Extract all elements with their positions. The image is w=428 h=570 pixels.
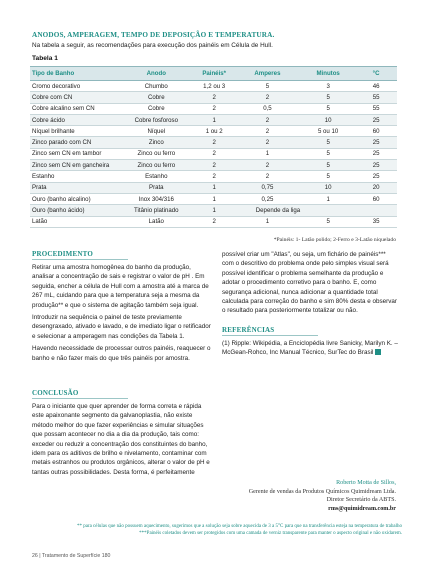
table-cell: Zinco sem CN em gancheira <box>30 160 118 171</box>
column-header: Tipo de Banho <box>30 67 118 81</box>
table-row <box>30 171 397 182</box>
table-cell: 2 <box>195 137 234 148</box>
table-cell: 1 <box>234 216 301 227</box>
table-cell: 1 <box>195 205 234 216</box>
conclusao-heading: CONCLUSÃO <box>32 389 128 399</box>
table-cell: Prata <box>118 182 195 193</box>
table-cell: Zinco parado com CN <box>30 137 118 148</box>
paragraph: Introduzir na sequência o painel de teste previamente desengraxado, ativado e lavado, e de imediato ligar o retificador e selecionar a amperagem nas condições da Tabela 1. <box>32 314 211 340</box>
table-cell: 2 <box>234 171 301 182</box>
table-cell: 1 <box>195 193 234 204</box>
paragraph: Retirar uma amostra homogênea do banho da produção, analisar a concentração de sais e registrar o valor de pH . Em seguida, encher a célula de Hull com a amostra até a marca de 267 mL, cuidando para que a temperatura seja a mesma da produção** e que o sistema de agitação também seja igual. <box>32 264 209 309</box>
table-cell: 35 <box>355 216 397 227</box>
table-cell: 10 <box>301 114 355 125</box>
table-cell: 60 <box>355 126 397 137</box>
table-cell: 5 <box>301 171 355 182</box>
table-cell: Cobre <box>118 103 195 114</box>
table-cell: Cobre fosforoso <box>118 114 195 125</box>
table-cell: Inox 304/316 <box>118 193 195 204</box>
table-row <box>30 81 397 92</box>
column-header: Painéis* <box>195 67 234 81</box>
column-header: °C <box>355 67 397 81</box>
table-cell: 10 <box>301 182 355 193</box>
table-row <box>30 216 397 227</box>
table-cell: 1 <box>195 114 234 125</box>
column-header: Anodo <box>118 67 195 81</box>
table-cell: 55 <box>355 92 397 103</box>
table-title: Tabela 1 <box>32 55 58 62</box>
table-cell: 3 <box>301 81 355 92</box>
bath-parameters-table <box>30 66 397 228</box>
table-cell: 20 <box>355 182 397 193</box>
table-row <box>30 205 397 216</box>
footnotes <box>32 524 402 537</box>
table-cell: 25 <box>355 137 397 148</box>
table-cell: 25 <box>355 160 397 171</box>
table-cell: 1 <box>234 148 301 159</box>
table-cell: 5 <box>301 148 355 159</box>
table-cell: 0,75 <box>234 182 301 193</box>
table-cell: 0,25 <box>234 193 301 204</box>
table-cell: 55 <box>355 103 397 114</box>
table-cell: 0,5 <box>234 103 301 114</box>
table-cell: Latão <box>118 216 195 227</box>
table-row <box>30 182 397 193</box>
table-cell: Cobre ácido <box>30 114 118 125</box>
procedimento-section <box>32 250 212 363</box>
intro-text: Na tabela a seguir, as recomendações para execução dos painéis em Célula de Hull. <box>32 42 273 49</box>
author-name: Roberto Motta de Sillos, <box>336 480 396 486</box>
footnote: ***Painéis coletados devem ser protegidos com uma camada de verniz transparente para manter o aspecto original e não oxidarem. <box>139 530 402 536</box>
table-cell: 5 <box>301 137 355 148</box>
table-cell: 5 <box>301 92 355 103</box>
table-cell: 2 <box>234 92 301 103</box>
table-body <box>30 81 397 228</box>
table-cell: 60 <box>355 193 397 204</box>
table-footnote: *Painéis: 1- Latão polido; 2-Ferro e 3-Latão niquelado <box>273 237 396 243</box>
table-cell: Latão <box>30 216 118 227</box>
table-cell: 1,2 ou 3 <box>195 81 234 92</box>
table-cell: 5 <box>301 216 355 227</box>
table-cell: Prata <box>30 182 118 193</box>
table-cell: 2 <box>195 148 234 159</box>
table-cell: Zinco sem CN em tambor <box>30 148 118 159</box>
conclusao-section <box>32 389 212 477</box>
table-cell: Cobre alcalino sem CN <box>30 103 118 114</box>
paragraph: possível criar um "Atlas", ou seja, um fichário de painéis*** com o descritivo do problema onde pelo simples visual será possível identificar o problema semelhante da produção e adotar o procedimento corretivo para o banho. E, como segurança adicional, nunca adicionar a quantidade total calculada para correção do banho e sim 80% desta e observar o resultado para posteriormente totalizar ou não. <box>222 251 398 315</box>
table-cell: 2 <box>195 103 234 114</box>
table-cell: Estanho <box>30 171 118 182</box>
reference-item: (1) Ripple: Wikipédia, a Enciclopédia livre Sanicky, Marilyn K. – McGean-Rohco, Inc Manual Técnico, SurTec do Brasil <box>222 339 398 357</box>
referencias-heading: REFERÊNCIAS <box>222 326 318 336</box>
table-cell: Titânio platinado <box>118 205 195 216</box>
table-cell: 5 ou 10 <box>301 126 355 137</box>
table-cell: Níquel brilhante <box>30 126 118 137</box>
table-cell: Cobre com CN <box>30 92 118 103</box>
table-row <box>30 126 397 137</box>
section-heading: ANODOS, AMPERAGEM, TEMPO DE DEPOSIÇÃO E TEMPERATURA. <box>32 31 275 39</box>
table-cell: 1 ou 2 <box>195 126 234 137</box>
table-cell: Zinco ou ferro <box>118 160 195 171</box>
table-row <box>30 137 397 148</box>
author-role: Gerente de vendas da Produtos Químicos Quimidream Ltda. <box>248 488 396 495</box>
table-cell: Cobre <box>118 92 195 103</box>
table-cell: 2 <box>195 92 234 103</box>
table-cell: Ouro (banho alcalino) <box>30 193 118 204</box>
column-header: Minutos <box>301 67 355 81</box>
footnote: ** para células que não possuem aquecimento, sugerimos que a solução seja sobre aquecida de 3 a 5°C para que na transferência esteja na temperatura de trabalho <box>76 524 402 529</box>
table-cell: 5 <box>301 103 355 114</box>
table-header-row <box>30 67 397 81</box>
paragraph: Havendo necessidade de processar outros painéis, reaquecer o banho e não fazer mais do que três painéis por amostra. <box>32 345 211 362</box>
table-row <box>30 114 397 125</box>
table-cell: Estanho <box>118 171 195 182</box>
table-cell: 1 <box>301 193 355 204</box>
table-cell: 25 <box>355 148 397 159</box>
table-cell: 2 <box>234 137 301 148</box>
page-footer: 26 | Tratamento de Superfície 180 <box>32 553 111 559</box>
table-cell: Zinco <box>118 137 195 148</box>
table-cell: 2 <box>195 160 234 171</box>
author-role: Diretor Secretário da ABTS. <box>326 497 396 504</box>
paragraph: Para o iniciante que quer aprender de forma correta e rápida este apaixonante segmento da galvanoplastia, não existe método melhor do que fazer experiências e simular situações que possam acontecer no dia a dia da produção, tais como: exceder ou reduzir a concentração dos constituintes do banho, idem para os aditivos de brilho e nivelamento, contaminar com metais estranhos ou produtos orgânicos, alterar o valor de pH e tantas outras possibilidades. Desta forma, é perfeitamente <box>32 403 210 476</box>
table-cell: Zinco ou ferro <box>118 148 195 159</box>
table-cell: 1 <box>195 182 234 193</box>
table-cell: Ouro (banho ácido) <box>30 205 118 216</box>
table-cell: 5 <box>234 81 301 92</box>
table-cell: Chumbo <box>118 81 195 92</box>
table-cell: 2 <box>234 114 301 125</box>
table-cell: 46 <box>355 81 397 92</box>
table-cell: 25 <box>355 171 397 182</box>
table-cell: Níquel <box>118 126 195 137</box>
table-row <box>30 148 397 159</box>
author-email: rms@quimidream.com.br <box>328 505 396 512</box>
procedimento-heading: PROCEDIMENTO <box>32 250 128 260</box>
right-column <box>222 250 398 358</box>
table-row <box>30 103 397 114</box>
table-row <box>30 160 397 171</box>
table-cell: Depende da liga <box>234 205 397 216</box>
table-row <box>30 193 397 204</box>
column-header: Amperes <box>234 67 301 81</box>
table-cell: 25 <box>355 114 397 125</box>
table-cell: Cromo decorativo <box>30 81 118 92</box>
author-signature <box>136 479 396 513</box>
end-mark-icon <box>375 349 381 355</box>
table-cell: 2 <box>234 126 301 137</box>
table-cell: 2 <box>234 160 301 171</box>
table-cell: 5 <box>301 160 355 171</box>
table-cell: 2 <box>195 171 234 182</box>
table-cell: 2 <box>195 216 234 227</box>
table-row <box>30 92 397 103</box>
